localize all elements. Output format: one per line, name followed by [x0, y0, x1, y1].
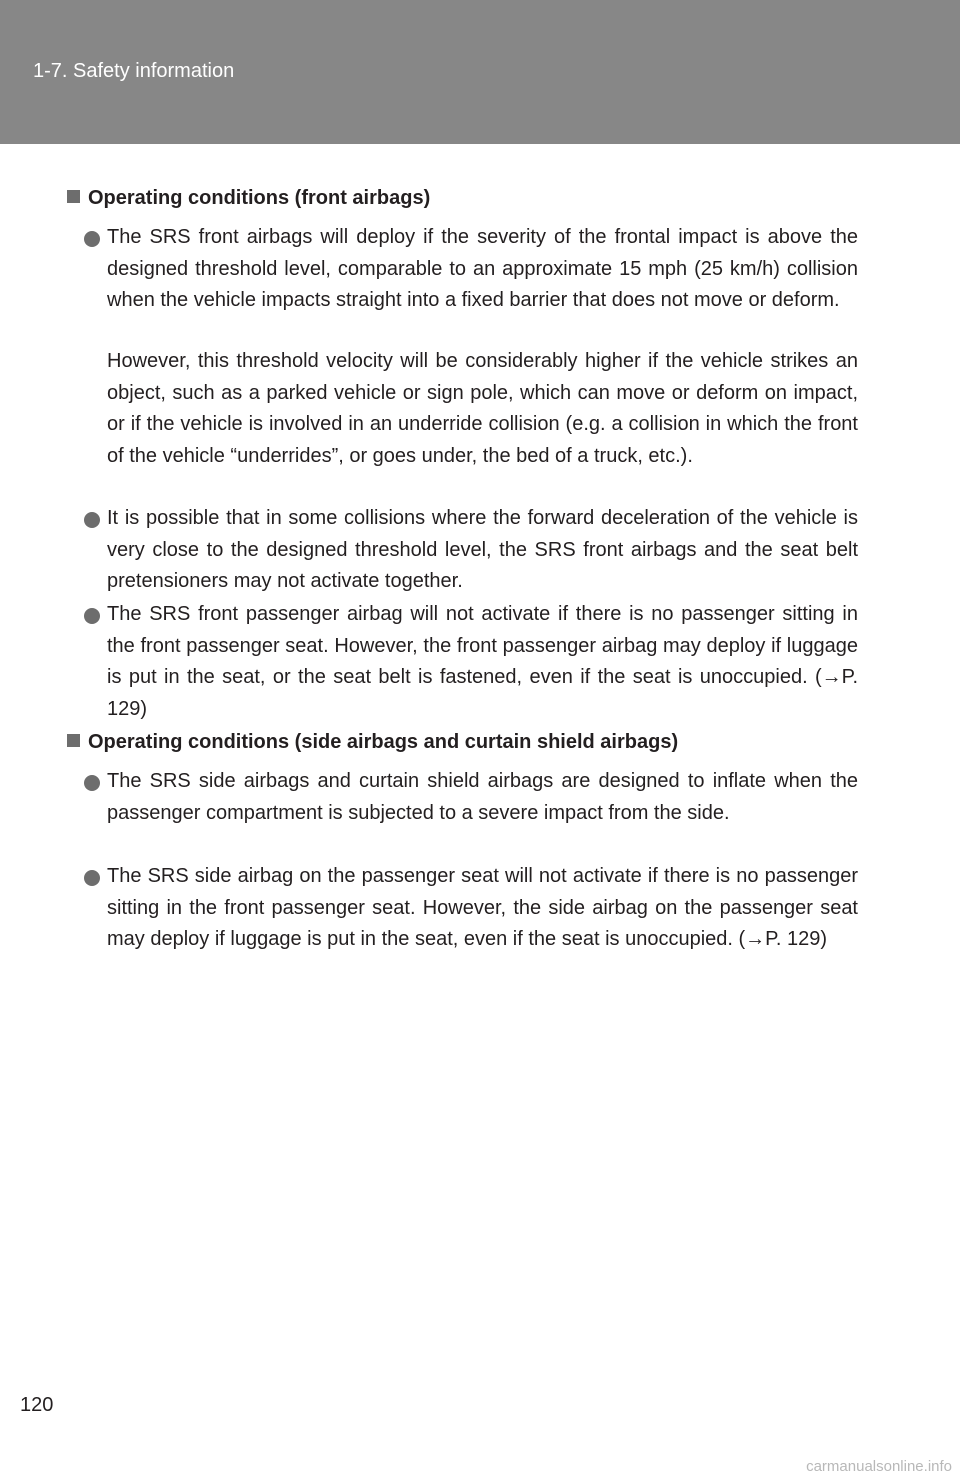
round-bullet-icon	[84, 870, 100, 886]
page-number: 120	[20, 1394, 54, 1416]
bullet-paragraph: The SRS side airbag on the passenger seat will not activate if there is no passenger sitting in the front passenger seat. However, the side airbag on the passenger seat may deploy if luggage is put in the seat, even if the seat is unoccupied. (→P. 129)	[107, 865, 858, 951]
bullet-paragraph: The SRS front passenger airbag will not activate if there is no passenger sitting in the front passenger seat. However, the front passenger airbag may deploy if luggage is put in the seat, or the seat belt is fastened, even if the seat is unoccupied. (→P. 129)	[107, 603, 858, 720]
bullet-paragraph: It is possible that in some collisions where the forward deceleration of the vehicle is very close to the designed threshold level, the SRS front airbags and the seat belt pretensioners may not activate together.	[107, 507, 858, 593]
bullet-paragraph: The SRS side airbags and curtain shield airbags are designed to inflate when the passenger compartment is subjected to a severe impact from the side.	[107, 770, 858, 824]
watermark: carmanualsonline.info	[806, 1458, 952, 1475]
section-heading-front-airbags	[67, 182, 430, 214]
continuation-paragraph: However, this threshold velocity will be considerably higher if the vehicle strikes an object, such as a parked vehicle or sign pole, which can move or deform on impact, or if the vehicle is involved in an underride collision (e.g. a collision in which the front of the vehicle “underrides”, or goes under, the bed of a truck, etc.).	[107, 350, 858, 467]
header-band	[0, 0, 960, 144]
bullet-paragraph: The SRS front airbags will deploy if the severity of the frontal impact is above the designed threshold level, comparable to an approximate 15 mph (25 km/h) collision when the vehicle impacts straight into a fixed barrier that does not move or deform.	[107, 226, 858, 312]
round-bullet-icon	[84, 512, 100, 528]
section-heading-side-airbags	[67, 726, 678, 758]
round-bullet-icon	[84, 775, 100, 791]
section-title: 1-7. Safety information	[33, 60, 235, 82]
round-bullet-icon	[84, 231, 100, 247]
square-bullet-icon	[67, 734, 80, 747]
square-bullet-icon	[67, 190, 80, 203]
round-bullet-icon	[84, 608, 100, 624]
section-heading-text: Operating conditions (side airbags and curtain shield airbags)	[88, 731, 679, 753]
section-heading-text: Operating conditions (front airbags)	[88, 187, 431, 209]
